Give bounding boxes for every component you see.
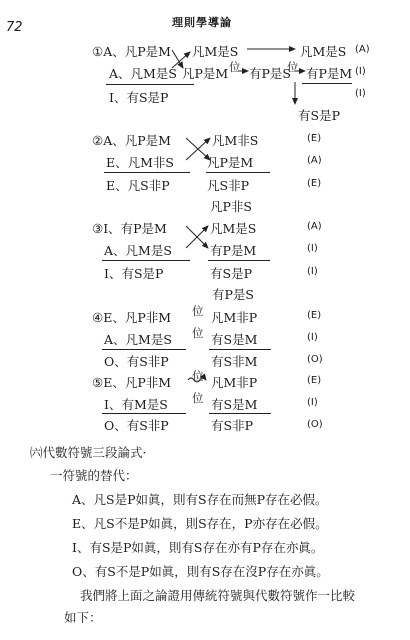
result-minor: 有S是M bbox=[211, 332, 258, 347]
premise-minor: I、有M是S bbox=[104, 397, 168, 412]
wavy-arrow bbox=[188, 378, 206, 382]
result-converse: 有P是S bbox=[212, 287, 254, 302]
mood-code: (I) bbox=[355, 66, 366, 77]
position-mark: 位 bbox=[192, 326, 204, 340]
premise-major: ④E、凡P非M bbox=[92, 310, 172, 325]
closing-line-2: 如下： bbox=[64, 610, 102, 625]
result-converse: 凡P非S bbox=[210, 199, 252, 214]
mood-code: (A) bbox=[355, 44, 370, 55]
premise-major: ①A、凡P是M bbox=[92, 44, 171, 59]
result-conclusion: 有S是P bbox=[298, 108, 340, 123]
running-header: 理則學導論 bbox=[172, 16, 232, 29]
definition-o: O、有S不是P如眞，則有S存在沒P存在亦眞。 bbox=[72, 564, 329, 579]
mood-code: (I) bbox=[307, 332, 318, 343]
premise-major: ②A、凡P是M bbox=[92, 133, 171, 148]
premise-major: ⑤E、凡P非M bbox=[92, 375, 172, 390]
definition-i: I、有S是P如眞，則有S存在亦有P存在亦眞。 bbox=[72, 540, 324, 555]
result-conclusion: 有S非M bbox=[211, 354, 258, 369]
conclusion: O、有S非P bbox=[104, 354, 169, 369]
position-mark: 位 bbox=[287, 60, 299, 74]
position-mark: 位 bbox=[192, 391, 204, 405]
mood-code: (I) bbox=[355, 88, 366, 99]
result-major: 凡M非P bbox=[211, 310, 258, 325]
mood-code: (E) bbox=[307, 375, 322, 386]
mood-code: (A) bbox=[307, 155, 322, 166]
conversion-3: 有P是S bbox=[249, 66, 291, 81]
result-minor: 有S是M bbox=[211, 397, 258, 412]
result-major: 凡M非P bbox=[211, 375, 258, 390]
arrow-cross bbox=[172, 50, 183, 68]
result-major: 凡M是S bbox=[300, 44, 347, 59]
position-mark: 位 bbox=[192, 369, 204, 383]
conversion-1: 凡M是S bbox=[192, 44, 239, 59]
conclusion: I、有S是P bbox=[109, 90, 169, 105]
premise-minor: A、凡M是S bbox=[109, 66, 177, 81]
closing-line-1: 我們將上面之論證用傳統符號與代數符號作一比較 bbox=[80, 588, 356, 603]
conclusion: O、有S非P bbox=[104, 418, 169, 433]
result-minor: 有P是M bbox=[306, 66, 353, 81]
mood-code: (I) bbox=[307, 266, 318, 277]
mood-code: (E) bbox=[307, 310, 322, 321]
page-number: 72 bbox=[6, 20, 23, 35]
definition-a: A、凡S是P如眞，則有S存在而無P存在必假。 bbox=[72, 492, 328, 507]
mood-code: (O) bbox=[307, 354, 323, 365]
subsection-title: 一符號的替代： bbox=[50, 468, 138, 483]
mood-code: (O) bbox=[307, 419, 323, 430]
result-minor: 有P是M bbox=[210, 243, 257, 258]
mood-code: (I) bbox=[307, 243, 318, 254]
conversion-2: 凡P是M bbox=[182, 66, 229, 81]
mood-code: (E) bbox=[307, 178, 322, 189]
mood-code: (I) bbox=[307, 397, 318, 408]
conclusion: E、凡S非P bbox=[106, 178, 170, 193]
mood-code: (E) bbox=[307, 133, 322, 144]
result-conclusion: 有S是P bbox=[210, 266, 252, 281]
result-minor: 凡P是M bbox=[207, 155, 254, 170]
position-mark: 位 bbox=[229, 60, 241, 74]
mood-code: (A) bbox=[307, 221, 322, 232]
result-major: 凡M非S bbox=[212, 133, 259, 148]
premise-minor: E、凡M非S bbox=[106, 155, 174, 170]
conclusion: I、有S是P bbox=[104, 266, 164, 281]
premise-minor: A、凡M是S bbox=[104, 332, 172, 347]
result-conclusion: 凡S非P bbox=[207, 178, 249, 193]
definition-e: E、凡S不是P如眞，則S存在，P亦存在必假。 bbox=[72, 516, 328, 531]
result-conclusion: 有S非P bbox=[211, 418, 253, 433]
section-title: ㈥代數符號三段論式· bbox=[30, 445, 147, 460]
premise-major: ③I、有P是M bbox=[92, 221, 167, 236]
result-major: 凡M是S bbox=[210, 221, 257, 236]
premise-minor: A、凡M是S bbox=[104, 243, 172, 258]
position-mark: 位 bbox=[192, 304, 204, 318]
